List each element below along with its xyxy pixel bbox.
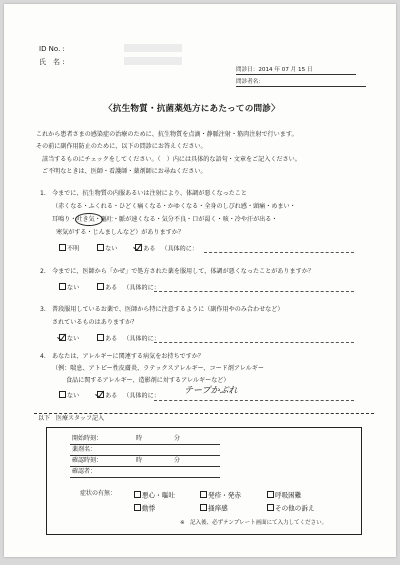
- interviewer-underline: [236, 86, 366, 87]
- q3-option-yes[interactable]: ある: [97, 334, 117, 343]
- q3-line-2: されているものはありますか？: [52, 319, 138, 326]
- symptoms-label: 症状の有無：: [80, 490, 117, 497]
- intro-line-1: これから患者さまの感染症の治療のために、抗生物質を点滴・静脈注射・筋肉注射で行います。: [36, 131, 298, 138]
- q1-detail-label: （具体的に：: [161, 245, 198, 253]
- confirmer-label: 確認者：: [72, 468, 97, 475]
- q4-checkbox-yes[interactable]: [97, 391, 104, 398]
- q1-checkbox-none[interactable]: [97, 244, 104, 251]
- start-time-label: 開始時刻：: [72, 435, 103, 442]
- form-title: 〈抗生物質・抗菌薬処方にあたっての問診〉: [104, 104, 280, 114]
- q4-number: 4.: [40, 353, 46, 360]
- symptom-itch[interactable]: 掻痒感: [200, 504, 228, 513]
- redacted-name: [124, 57, 182, 65]
- staff-heading: 以下 医療スタッフ記入: [38, 415, 105, 422]
- symptom-other[interactable]: その他の訴え: [267, 504, 315, 513]
- symptom-rash-checkbox[interactable]: [200, 491, 207, 498]
- q1-line-2: （赤くなる・ふくれる・ひどく痛くなる・かゆくなる・全身のしびれ感・頭痛・めまい・: [52, 203, 296, 210]
- q4-line-2: （例：喘息、アトピー性皮膚炎、ラテックスアレルギー、コード剤アレルギー: [52, 365, 264, 372]
- q2-option-none[interactable]: ない: [59, 283, 79, 292]
- q4-line-1: あなたは、アレルギーに関連する病気をお持ちですか？: [52, 353, 204, 360]
- q2-option-yes[interactable]: ある: [97, 283, 117, 292]
- q2-checkbox-yes[interactable]: [97, 283, 104, 290]
- q2-detail-line: [154, 291, 354, 292]
- symptom-itch-checkbox[interactable]: [200, 504, 207, 511]
- date-underline: [236, 74, 356, 75]
- confirm-hour-label: 時: [136, 457, 143, 464]
- questionnaire-page: [4, 4, 396, 557]
- start-time-line[interactable]: [70, 444, 220, 445]
- q1-options: [59, 244, 198, 253]
- drug-name-label: 薬剤名：: [72, 446, 97, 453]
- interviewer-label: 問診者名：: [236, 79, 264, 85]
- q1-circle-mark: [75, 213, 103, 226]
- q3-option-none[interactable]: ない: [59, 334, 79, 343]
- q3-options: [59, 334, 160, 343]
- confirm-minute-label: 分: [174, 457, 181, 464]
- q4-option-yes[interactable]: ある: [97, 391, 117, 400]
- q1-option-none[interactable]: ない: [97, 244, 117, 253]
- staff-divider: [34, 413, 374, 414]
- footnote: ※ 記入後、必ずテンプレート画面にて入力してください。: [180, 520, 328, 526]
- q1-line-1: 今までに、抗生物質の内服あるいは注射により、体調が悪くなったこと: [52, 190, 247, 197]
- q2-line-1: 今までに、医師から「かぜ」で処方された薬を服用して、体調が悪くなったことがありますか？: [52, 268, 314, 275]
- symptom-nausea[interactable]: 悪心・嘔吐: [134, 491, 175, 500]
- q2-number: 2.: [40, 268, 46, 275]
- q3-detail-label: （具体的に：: [123, 335, 160, 343]
- q1-detail-line: [204, 252, 354, 253]
- q4-detail-label: （具体的に：: [123, 392, 160, 400]
- q4-handwritten-answer: テープかぶれ: [184, 386, 238, 396]
- q2-detail-label: （具体的に：: [123, 284, 160, 292]
- start-hour-label: 時: [136, 435, 143, 442]
- id-label: ID No. :: [39, 45, 65, 53]
- q4-line-3: 食品に関するアレルギー、造影剤に対するアレルギーなど）: [66, 377, 230, 384]
- q3-checkbox-none[interactable]: [59, 334, 66, 341]
- q2-checkbox-none[interactable]: [59, 283, 66, 290]
- interview-date: 問診日：2014 年 07 月 15 日: [236, 67, 313, 73]
- q1-number: 1.: [40, 190, 46, 197]
- intro-line-4: ご不明なときは、医師・看護師・薬剤師にお尋ねください。: [42, 168, 207, 175]
- q3-number: 3.: [40, 306, 46, 313]
- q4-option-none[interactable]: ない: [59, 391, 79, 400]
- drug-name-line[interactable]: [70, 455, 220, 456]
- symptom-palpitation[interactable]: 動悸: [134, 504, 155, 513]
- confirmer-line[interactable]: [70, 477, 220, 478]
- symptom-rash[interactable]: 発疹・発赤: [200, 491, 241, 500]
- q1-option-unknown[interactable]: 不明: [59, 244, 79, 253]
- symptom-nausea-checkbox[interactable]: [134, 491, 141, 498]
- q1-line-4: 寒気がする・じんましんなど）がありますか？: [56, 229, 184, 236]
- symptom-other-checkbox[interactable]: [267, 504, 274, 511]
- intro-line-2: その前に副作用防止のために、以下の問診にお答えください。: [36, 143, 207, 150]
- confirm-time-label: 確認時刻：: [72, 457, 103, 464]
- symptom-dyspnea-checkbox[interactable]: [267, 491, 274, 498]
- q3-line-1: 普段服用しているお薬で、医師から特に注意するように（副作用やのみ合わせなど）: [52, 306, 284, 313]
- q1-line-3: 耳鳴り・吐き気・嘔吐・脈が速くなる・気分不良・口が渇く・咳・冷や汗が出る・: [52, 216, 278, 223]
- q4-checkbox-none[interactable]: [59, 391, 66, 398]
- q3-detail-line: [154, 342, 354, 343]
- q4-detail-line: [154, 400, 354, 401]
- q4-options: [59, 391, 160, 400]
- q1-option-yes[interactable]: ある: [135, 244, 155, 253]
- name-label: 氏 名 :: [39, 58, 65, 66]
- symptom-dyspnea[interactable]: 呼吸困難: [267, 491, 301, 500]
- intro-line-3: 該当するものにチェックをしてください。（ ）内には具体的な語句・文章をご記入ください。: [42, 156, 301, 163]
- q3-checkbox-yes[interactable]: [97, 334, 104, 341]
- q1-checkbox-unknown[interactable]: [59, 244, 66, 251]
- symptom-palpitation-checkbox[interactable]: [134, 504, 141, 511]
- q1-checkbox-yes[interactable]: [135, 244, 142, 251]
- start-minute-label: 分: [174, 435, 181, 442]
- redacted-id: [124, 44, 182, 52]
- q2-options: [59, 283, 160, 292]
- confirm-time-line[interactable]: [70, 466, 220, 467]
